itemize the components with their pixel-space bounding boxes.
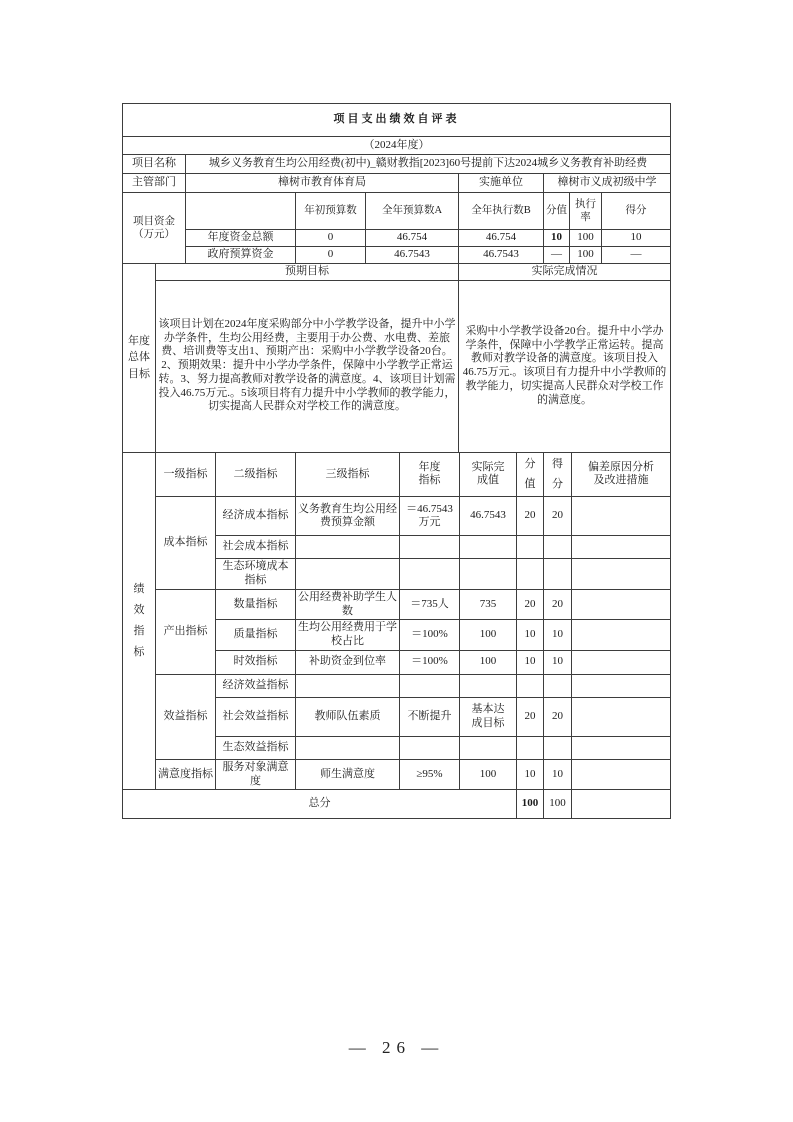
funding-header-score: 得分 bbox=[602, 193, 671, 230]
funding-header-executed: 全年执行数B bbox=[459, 193, 544, 230]
funding-row-name: 政府预算资金 bbox=[186, 246, 296, 263]
funding-table bbox=[122, 103, 671, 264]
header-deviation: 偏差原因分析及改进措施 bbox=[572, 452, 671, 497]
indicators-side-label: 绩效指标 bbox=[123, 452, 156, 790]
indicator-actual bbox=[460, 736, 517, 759]
deviation-cell bbox=[572, 497, 671, 536]
project-name-label: 项目名称 bbox=[123, 155, 186, 174]
indicator-level3 bbox=[296, 559, 400, 590]
total-score: 100 bbox=[544, 790, 572, 819]
indicator-target: ＝735人 bbox=[400, 589, 460, 620]
deviation-cell bbox=[572, 589, 671, 620]
indicator-level3: 教师队伍素质 bbox=[296, 697, 400, 736]
indicator-level1-benefit: 效益指标 bbox=[156, 674, 216, 759]
indicator-actual: 100 bbox=[460, 620, 517, 651]
evaluation-form bbox=[122, 103, 670, 819]
indicator-points bbox=[517, 536, 544, 559]
indicator-actual: 100 bbox=[460, 759, 517, 790]
funding-header-rate: 执行率 bbox=[570, 193, 602, 230]
indicator-score bbox=[544, 559, 572, 590]
indicator-level3: 义务教育生均公用经费预算金额 bbox=[296, 497, 400, 536]
indicator-level3: 师生满意度 bbox=[296, 759, 400, 790]
indicator-actual bbox=[460, 536, 517, 559]
indicator-points: 20 bbox=[517, 589, 544, 620]
indicator-points: 10 bbox=[517, 620, 544, 651]
goals-content-row bbox=[123, 280, 671, 452]
deviation-cell bbox=[572, 674, 671, 697]
indicators-header-row bbox=[123, 452, 671, 497]
indicator-points bbox=[517, 674, 544, 697]
funding-score: 10 bbox=[602, 230, 671, 247]
deviation-cell bbox=[572, 759, 671, 790]
indicator-actual: 735 bbox=[460, 589, 517, 620]
indicator-level1-cost: 成本指标 bbox=[156, 497, 216, 590]
indicator-points: 20 bbox=[517, 697, 544, 736]
funding-label: 项目资金（万元） bbox=[123, 193, 186, 264]
indicator-level2: 生态环境成本指标 bbox=[216, 559, 296, 590]
indicator-points: 20 bbox=[517, 497, 544, 536]
funding-executed: 46.754 bbox=[459, 230, 544, 247]
title-row bbox=[123, 104, 671, 137]
funding-initial: 0 bbox=[296, 246, 366, 263]
deviation-cell bbox=[572, 536, 671, 559]
deviation-cell bbox=[572, 559, 671, 590]
total-label: 总分 bbox=[123, 790, 517, 819]
indicator-target bbox=[400, 736, 460, 759]
indicator-level3: 补助资金到位率 bbox=[296, 650, 400, 674]
indicator-level2: 质量指标 bbox=[216, 620, 296, 651]
funding-rate: 100 bbox=[570, 246, 602, 263]
indicator-level1-output: 产出指标 bbox=[156, 589, 216, 674]
expected-goal-text: 该项目计划在2024年度采购部分中小学教学设备，提升中小学办学条件，生均公用经费，主要用于办公费、水电费、差旅费、培训费等支出1、预期产出：采购中小学教学设备20台。2、预期效果：提升中小学办学条件，保障中小学教学正常运转。3、努力提高教师对教学设备的满意度。4、该项目计划需投入46.75万元.。5该项目将有力提升中小学教师的教学能力，切实提高人民群众对学校工作的满意度。 bbox=[156, 280, 459, 452]
indicator-target bbox=[400, 536, 460, 559]
funding-score: — bbox=[602, 246, 671, 263]
indicator-level2: 社会成本指标 bbox=[216, 536, 296, 559]
indicator-score: 10 bbox=[544, 759, 572, 790]
indicator-level2: 经济效益指标 bbox=[216, 674, 296, 697]
funding-budget: 46.7543 bbox=[366, 246, 459, 263]
indicator-row bbox=[123, 497, 671, 536]
indicators-table bbox=[122, 452, 671, 820]
funding-row-name: 年度资金总额 bbox=[186, 230, 296, 247]
implement-unit-label: 实施单位 bbox=[459, 174, 544, 193]
indicator-score: 20 bbox=[544, 697, 572, 736]
deviation-cell bbox=[572, 736, 671, 759]
indicator-level2: 社会效益指标 bbox=[216, 697, 296, 736]
deviation-cell bbox=[572, 650, 671, 674]
annual-goal-side-label: 年度总体目标 bbox=[123, 263, 156, 452]
funding-executed: 46.7543 bbox=[459, 246, 544, 263]
indicator-actual: 46.7543 bbox=[460, 497, 517, 536]
indicator-level3 bbox=[296, 536, 400, 559]
indicator-target bbox=[400, 559, 460, 590]
department-value: 樟树市教育体育局 bbox=[186, 174, 459, 193]
department-label: 主管部门 bbox=[123, 174, 186, 193]
funding-header-row bbox=[123, 193, 671, 230]
deviation-cell bbox=[572, 620, 671, 651]
funding-header-budget: 全年预算数A bbox=[366, 193, 459, 230]
actual-result-header: 实际完成情况 bbox=[459, 263, 671, 280]
indicator-target: 不断提升 bbox=[400, 697, 460, 736]
implement-unit-value: 樟树市义成初级中学 bbox=[544, 174, 671, 193]
funding-header-initial: 年初预算数 bbox=[296, 193, 366, 230]
indicator-score bbox=[544, 536, 572, 559]
indicator-level3 bbox=[296, 736, 400, 759]
indicator-target: ＝46.7543万元 bbox=[400, 497, 460, 536]
funding-rate: 100 bbox=[570, 230, 602, 247]
indicator-actual: 基本达成目标 bbox=[460, 697, 517, 736]
indicator-points: 10 bbox=[517, 650, 544, 674]
total-points: 100 bbox=[517, 790, 544, 819]
indicator-level2: 数量指标 bbox=[216, 589, 296, 620]
indicator-target: ＝100% bbox=[400, 620, 460, 651]
indicator-row bbox=[123, 674, 671, 697]
indicator-level2: 服务对象满意度 bbox=[216, 759, 296, 790]
funding-blank-cell bbox=[186, 193, 296, 230]
indicator-score: 10 bbox=[544, 620, 572, 651]
indicator-row bbox=[123, 589, 671, 620]
indicator-points: 10 bbox=[517, 759, 544, 790]
actual-result-text: 采购中小学教学设备20台。提升中小学办学条件，保障中小学教学正常运转。提高教师对教学设备的满意度。该项目投入46.75万元.。该项目有力提升中小学教师的教学能力，切实提高人民群众对学校工作的满意度。 bbox=[459, 280, 671, 452]
page-title: 项目支出绩效自评表 bbox=[123, 104, 671, 137]
indicator-target: ≥95% bbox=[400, 759, 460, 790]
funding-initial: 0 bbox=[296, 230, 366, 247]
page-number: — 26 — bbox=[348, 1038, 445, 1057]
indicator-score bbox=[544, 674, 572, 697]
indicator-target bbox=[400, 674, 460, 697]
deviation-cell bbox=[572, 697, 671, 736]
department-row bbox=[123, 174, 671, 193]
indicator-score: 10 bbox=[544, 650, 572, 674]
funding-points: 10 bbox=[544, 230, 570, 247]
annual-goals-table bbox=[122, 263, 671, 453]
indicator-level2: 时效指标 bbox=[216, 650, 296, 674]
indicator-level1-satisfaction: 满意度指标 bbox=[156, 759, 216, 790]
funding-header-points: 分值 bbox=[544, 193, 570, 230]
expected-goal-header: 预期目标 bbox=[156, 263, 459, 280]
header-level3: 三级指标 bbox=[296, 452, 400, 497]
deviation-cell bbox=[572, 790, 671, 819]
indicator-level3: 生均公用经费用于学校占比 bbox=[296, 620, 400, 651]
indicator-actual bbox=[460, 559, 517, 590]
header-points: 分值 bbox=[517, 452, 544, 497]
total-row bbox=[123, 790, 671, 819]
indicator-score bbox=[544, 736, 572, 759]
header-level2: 二级指标 bbox=[216, 452, 296, 497]
indicator-score: 20 bbox=[544, 497, 572, 536]
indicator-points bbox=[517, 736, 544, 759]
project-name-row bbox=[123, 155, 671, 174]
indicator-level2: 生态效益指标 bbox=[216, 736, 296, 759]
subtitle-row bbox=[123, 137, 671, 155]
funding-points: — bbox=[544, 246, 570, 263]
header-score: 得分 bbox=[544, 452, 572, 497]
header-level1: 一级指标 bbox=[156, 452, 216, 497]
indicator-actual: 100 bbox=[460, 650, 517, 674]
indicator-target: ＝100% bbox=[400, 650, 460, 674]
project-name-value: 城乡义务教育生均公用经费(初中)_赣财教指[2023]60号提前下达2024城乡义务教育补助经费 bbox=[186, 155, 671, 174]
header-annual-target: 年度指标 bbox=[400, 452, 460, 497]
funding-budget: 46.754 bbox=[366, 230, 459, 247]
indicator-level3 bbox=[296, 674, 400, 697]
indicator-level3: 公用经费补助学生人数 bbox=[296, 589, 400, 620]
funding-row-gov bbox=[123, 246, 671, 263]
indicator-points bbox=[517, 559, 544, 590]
page-subtitle: （2024年度） bbox=[123, 137, 671, 155]
indicator-level2: 经济成本指标 bbox=[216, 497, 296, 536]
indicator-score: 20 bbox=[544, 589, 572, 620]
goals-header-row bbox=[123, 263, 671, 280]
header-actual-value: 实际完成值 bbox=[460, 452, 517, 497]
indicator-actual bbox=[460, 674, 517, 697]
funding-row-total bbox=[123, 230, 671, 247]
indicator-row bbox=[123, 759, 671, 790]
